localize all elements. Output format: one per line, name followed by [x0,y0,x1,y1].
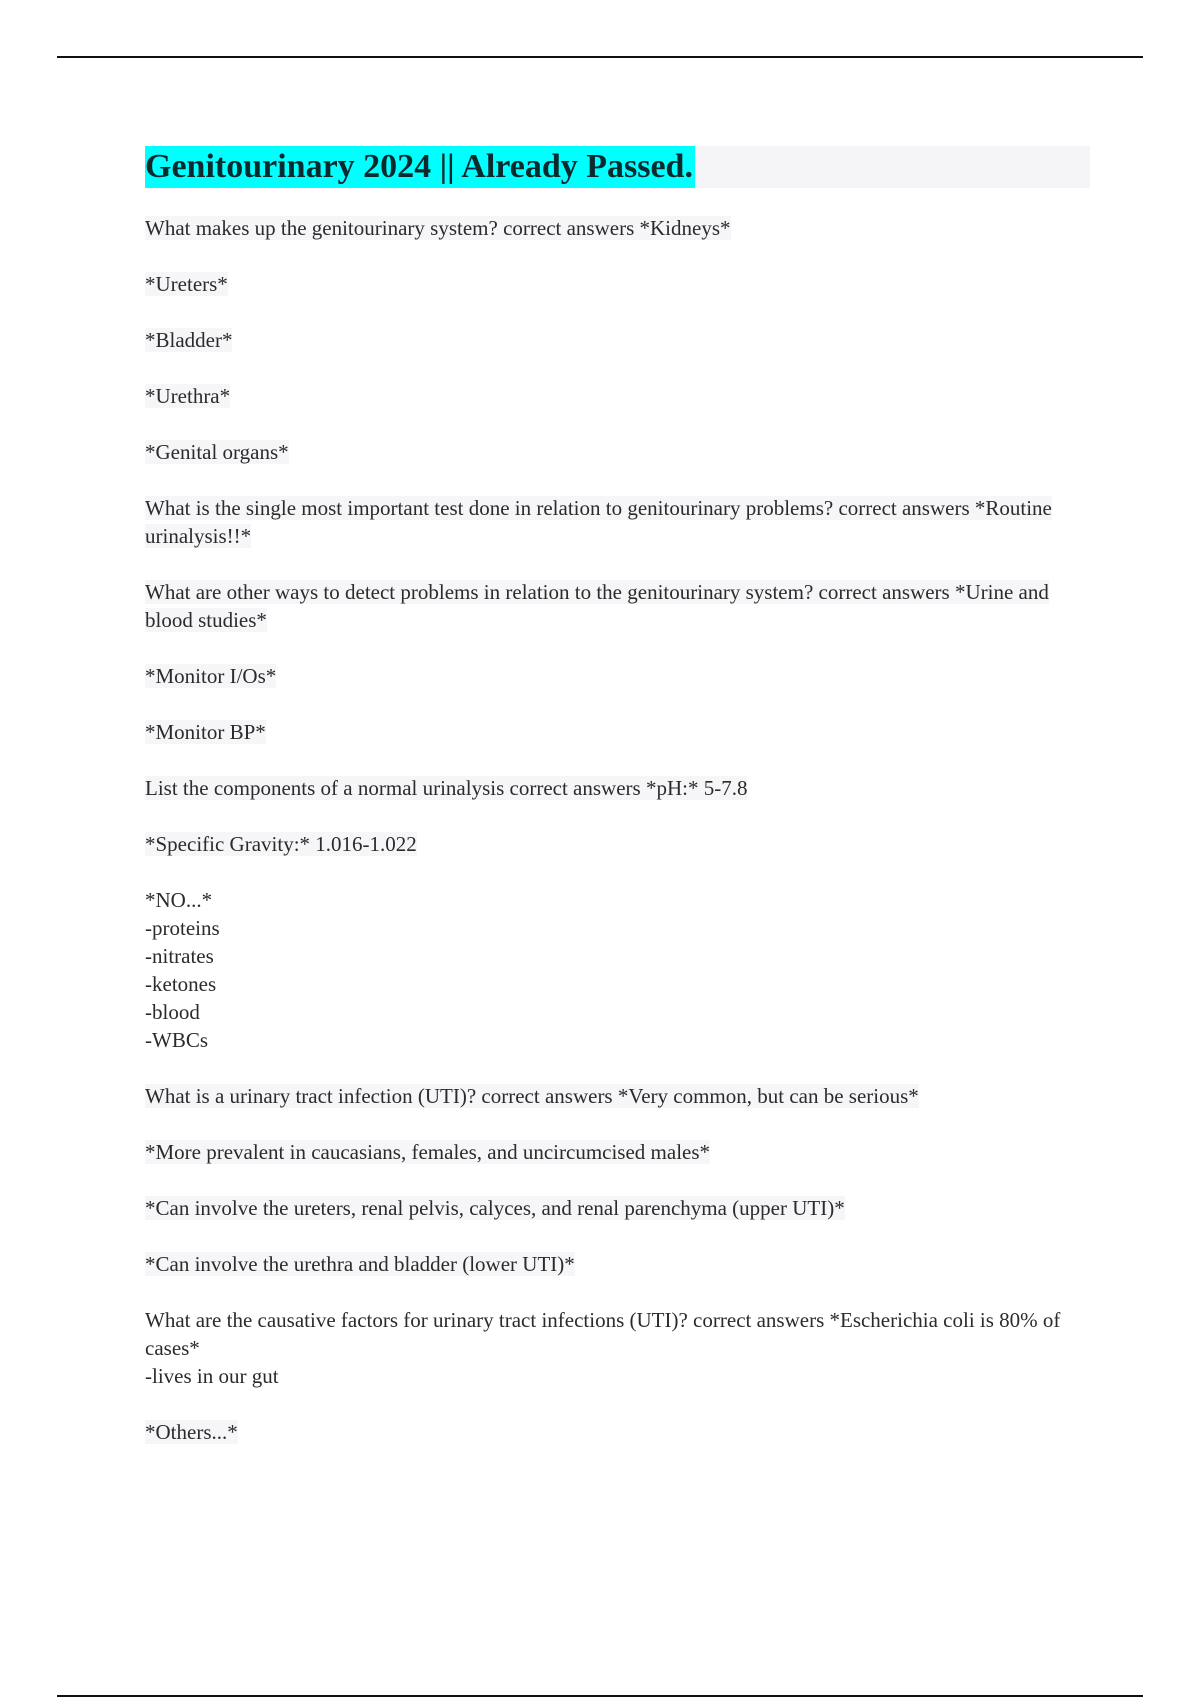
paragraph: *More prevalent in caucasians, females, and uncircumcised males* [145,1140,711,1164]
paragraph: What is a urinary tract infection (UTI)? correct answers *Very common, but can be serious* [145,1084,919,1108]
paragraph: *Ureters* [145,272,228,296]
document-body [145,146,1090,1474]
paragraph: *Monitor I/Os* [145,664,277,688]
paragraph: *Urethra* [145,384,231,408]
list-item: -blood [145,1000,200,1024]
paragraph: *Can involve the urethra and bladder (lower UTI)* [145,1252,575,1276]
causes-block [145,1306,1090,1390]
paragraph: *Others...* [145,1420,238,1444]
paragraph: What makes up the genitourinary system? correct answers *Kidneys* [145,216,731,240]
list-item: -lives in our gut [145,1364,279,1388]
list-item: What are the causative factors for urinary tract infections (UTI)? correct answers *Escherichia coli is 80% of cases* [145,1308,1061,1360]
paragraph: *Bladder* [145,328,233,352]
paragraph: *Monitor BP* [145,720,266,744]
title-band [145,146,1090,188]
paragraph: *Can involve the ureters, renal pelvis, calyces, and renal parenchyma (upper UTI)* [145,1196,845,1220]
list-item: *NO...* [145,888,213,912]
bottom-rule [57,1695,1143,1697]
top-rule [57,56,1143,58]
list-item: -ketones [145,972,217,996]
paragraph: List the components of a normal urinalysis correct answers *pH:* 5-7.8 [145,776,748,800]
paragraph: *Genital organs* [145,440,289,464]
document-title: Genitourinary 2024 || Already Passed. [145,146,695,188]
paragraph: What are other ways to detect problems in relation to the genitourinary system? correct answers *Urine and blood studies* [145,580,1049,632]
paragraph: What is the single most important test done in relation to genitourinary problems? correct answers *Routine urinalysis!!* [145,496,1052,548]
list-item: -proteins [145,916,220,940]
list-item: -nitrates [145,944,214,968]
no-list [145,886,1090,1054]
list-item: -WBCs [145,1028,208,1052]
paragraph: *Specific Gravity:* 1.016-1.022 [145,832,417,856]
